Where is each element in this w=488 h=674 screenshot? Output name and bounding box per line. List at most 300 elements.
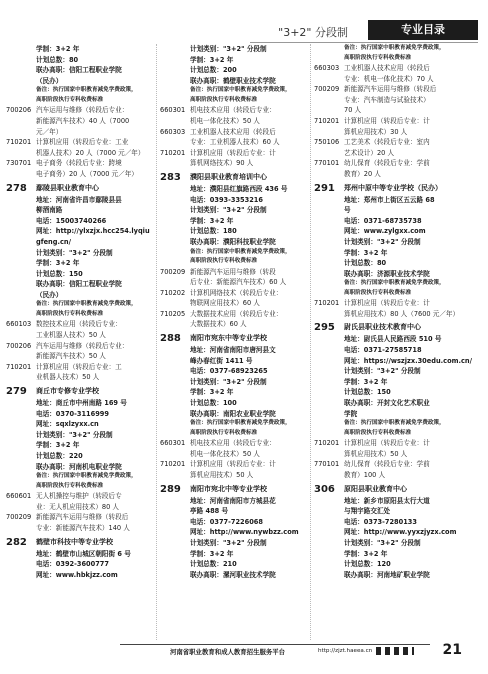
note-line [6,482,156,492]
indent [160,44,190,55]
info-text: 联办高职：漯河职业技术学院 [190,570,276,579]
info-line [314,356,482,367]
indent [6,76,36,87]
major-line [314,105,482,116]
school-number: 289 [160,483,181,495]
info-text: 地址：濮阳县红旗路西段 436 号 [190,184,288,193]
major-code [6,372,36,383]
indent [160,419,190,429]
indent [314,366,344,377]
info-line [6,409,156,420]
major-line [314,84,482,95]
note-text: 高职阶段执行专科收费标准 [344,429,412,436]
major-code [160,298,190,309]
school-number: 282 [6,536,27,548]
school-entry-header [6,385,156,398]
major-text: 业机器人技术）50 人 [36,373,100,382]
major-code: 730701 [6,159,32,168]
major-code [6,351,36,362]
indent [314,398,344,409]
major-text: 算机应用技术）80 人（7600 元／年） [344,309,460,318]
school-entry-header [160,171,310,184]
info-line [6,237,156,248]
info-line [314,377,482,388]
major-code [6,116,36,127]
indent [160,409,190,420]
info-text: 学制：3+2 年 [190,55,234,64]
indent [314,226,344,237]
info-line [160,366,310,377]
indent [160,76,190,87]
note-line [6,472,156,482]
page-number: 21 [442,642,462,658]
info-text: 学制：3+2 年 [190,549,234,558]
info-line [160,356,310,367]
note-line [160,248,310,258]
major-line [314,459,482,470]
indent [314,356,344,367]
info-line [314,559,482,570]
major-line [6,372,156,383]
major-code: 700209 [160,267,186,276]
indent [6,419,36,430]
info-line [314,517,482,528]
school-name: 商丘市专修专业学校 [36,387,99,396]
major-line [314,95,482,106]
column-2 [160,44,310,580]
major-code [160,319,190,330]
indent [6,195,36,206]
note-text: 高职阶段执行专科收费标准 [36,310,104,317]
school-number: 283 [160,171,181,183]
info-line [160,387,310,398]
info-text: 计划总数：210 [190,560,237,569]
indent [314,44,344,54]
indent [6,226,36,237]
info-line [314,205,482,216]
indent [6,269,36,280]
info-line [160,44,310,55]
school-name: 郑州中原中等专业学校（民办） [344,183,442,192]
info-line [314,248,482,259]
indent [160,216,190,227]
info-line [6,269,156,280]
info-text: 计划总数：220 [36,452,83,460]
info-line [314,258,482,269]
info-line [160,216,310,227]
info-text: 学制：3+2 年 [344,248,388,257]
info-line [160,65,310,76]
major-line [314,148,482,159]
school-entry-header [314,182,482,195]
info-line [314,570,482,581]
major-line [6,127,156,138]
major-line [6,362,156,373]
school-entry-header [160,332,310,345]
info-text: 联办高职：河南地矿职业学院 [344,570,430,579]
major-text: 大数据技术应用（转段后专业： [190,309,283,318]
major-text: 计算机网络技术（转段后专业： [190,288,283,297]
info-line [160,226,310,237]
indent [160,517,190,528]
info-line [314,496,482,507]
school-number: 288 [160,333,181,345]
column-divider [156,44,157,640]
info-line [314,366,482,377]
major-text: 电子商务（转段后专业：跨境 [36,159,122,168]
info-line [6,248,156,259]
major-line [160,470,310,481]
note-text: 高职阶段执行专科收费标准 [190,96,258,103]
indent [6,570,36,581]
indent [160,195,190,206]
indent [160,559,190,570]
info-line [314,506,482,517]
info-text: 计划总数：80 [344,259,387,268]
major-line [314,158,482,169]
major-code [160,277,190,288]
major-line [6,523,156,534]
indent [314,377,344,388]
note-line [6,300,156,310]
major-code: 660301 [160,439,186,448]
school-name: 南阳市宛北中等专业学校 [190,484,267,493]
major-text: 大数据技术）60 人 [190,320,247,329]
info-text: 学制：3+2 年 [190,216,234,225]
info-line [160,517,310,528]
info-text: 计划类别："3+2" 分段制 [344,538,421,547]
major-line [314,309,482,320]
indent [160,356,190,367]
indent [314,506,344,517]
info-line [6,419,156,430]
major-code [314,95,344,106]
indent [6,559,36,570]
school-number: 278 [6,182,27,194]
info-text: 电话：0377-68923265 [190,367,268,376]
info-text: 计划总数：150 [36,269,83,278]
indent [314,496,344,507]
school-name: 原阳县职业教育中心 [344,484,407,493]
indent [314,559,344,570]
indent [314,258,344,269]
info-line [160,237,310,248]
info-text: 计划总数：150 [344,388,391,397]
major-text: 无人机操控与维护（转段后专 [36,492,122,501]
info-text: 计划总数：180 [190,227,237,236]
info-line [314,549,482,560]
info-text: 学制：3+2 年 [36,441,80,450]
info-text: 联办高职：鹤壁职业技术学院 [190,76,276,85]
indent [314,334,344,345]
indent [6,96,36,106]
info-text: 地址：河南省南阳市方城县花 [190,496,276,505]
school-name: 鄢陵县职业教育中心 [36,183,99,192]
info-line [6,65,156,76]
indent [160,184,190,195]
note-line [314,54,482,64]
indent [160,257,190,267]
major-text: 幼儿保育（转段后专业：学前 [344,460,430,469]
info-text: 联办高职：南阳农业职业学院 [190,409,276,418]
indent [314,517,344,528]
major-text: 元／年） [36,127,63,136]
info-line [6,44,156,55]
major-line [160,277,310,288]
info-line [160,559,310,570]
major-line [6,502,156,513]
indent [160,96,190,106]
major-code: 700206 [6,341,32,350]
info-text: 学制：3+2 年 [190,388,234,397]
info-text: 地址：尉氏县人民路西段 510 号 [344,335,442,344]
indent [6,472,36,482]
info-text: 网址：http://www.nywbzz.com [190,528,299,537]
indent [160,398,190,409]
indent [160,226,190,237]
major-text: 机电一体化技术）50 人 [190,449,260,458]
indent [160,366,190,377]
note-text: 备注：执行国家中职教育减免学费政策， [344,280,445,287]
indent [6,248,36,259]
info-text: 号 [344,206,351,215]
major-code [314,127,344,138]
indent [6,482,36,492]
indent [314,279,344,289]
major-line [6,148,156,159]
info-text: 地址：郑州市上街区五云路 68 [344,195,435,204]
major-text: 幼儿保育（转段后专业：学前 [344,159,430,168]
major-code [6,502,36,513]
major-code: 660103 [6,320,32,329]
major-code: 710201 [314,299,340,308]
indent [6,451,36,462]
major-line [6,169,156,180]
info-text: （民办） [36,76,63,85]
info-text: 计划类别："3+2" 分段制 [190,45,267,53]
info-line [314,216,482,227]
note-text: 备注：执行国家中职教育减免学费政策， [190,248,291,255]
major-line [160,438,310,449]
school-entry-header [314,483,482,496]
major-text: 机器人技术）20 人（7000 元／年） [36,148,145,157]
major-text: 算机网络技术）90 人 [190,159,254,168]
info-text: 学制：3+2 年 [344,377,388,386]
major-text: 艺术设计）20 人 [344,148,395,157]
major-text: 电子商务）20 人（7000 元／年） [36,169,138,178]
footer-url[interactable]: http://zjzt.haeea.cn [318,648,373,654]
major-text: 计算机应用（转段后专业：计 [190,148,276,157]
major-code [6,169,36,180]
major-text: 新能源汽车运用与维修（转段后 [36,513,129,522]
indent [314,54,344,64]
info-line [314,237,482,248]
note-line [160,96,310,106]
info-text: 峰办春红街 1411 号 [190,356,253,365]
indent [314,549,344,560]
info-text: 网址：http://ylxzjx.hcc254.lyqiu [36,227,150,236]
info-text: 学院 [344,409,358,418]
major-line [160,298,310,309]
major-line [6,491,156,502]
major-text: 专业：汽车制造与试验技术） [344,95,430,104]
info-line [6,451,156,462]
info-text: 计划类别："3+2" 分段制 [190,538,267,547]
info-text: 电话：15003740266 [36,216,107,225]
major-code: 770101 [314,159,340,168]
info-line [6,55,156,66]
major-line [314,298,482,309]
major-code [160,137,190,148]
major-code [314,169,344,180]
info-line [6,462,156,473]
info-text: 地址：新乡市原阳县太行大道 [344,496,430,505]
major-line [314,74,482,85]
major-code [314,105,344,116]
info-text: 联办高职：信阳工程职业学院 [36,66,122,75]
info-text: 计划总数：120 [344,560,391,569]
info-text: 电话：0377-7226068 [190,517,263,526]
indent [6,44,36,55]
major-line [314,470,482,481]
note-text: 高职阶段执行专科收费标准 [190,258,258,264]
info-text: 计划类别："3+2" 分段制 [36,430,113,439]
major-code: 700206 [6,106,32,115]
info-text: 网址：www.zylgxx.com [344,227,426,236]
major-text: 算机应用技术）50 人 [344,449,408,458]
info-line [314,538,482,549]
info-text: 电话：0371-68735738 [344,216,422,225]
major-code [314,74,344,85]
major-code [6,127,36,138]
info-text: 网址：sqxlzyxx.cn [36,420,99,429]
major-code: 660301 [160,106,186,115]
school-number: 295 [314,322,335,334]
indent [6,440,36,451]
school-name: 濮阳县职业教育培训中心 [190,172,267,181]
major-line [160,127,310,138]
indent [314,419,344,429]
major-code: 710201 [160,460,186,469]
major-line [160,449,310,460]
info-text: 联办高职：信阳工程职业学院 [36,280,122,289]
indent [6,216,36,227]
info-text: 网址：http://www.yyxzjyzx.com [344,528,457,537]
major-line [314,116,482,127]
major-code: 700209 [6,513,32,522]
info-text: 计划总数：100 [190,399,237,408]
school-name: 鹤壁市科技中等专业学校 [36,537,113,546]
major-line [314,438,482,449]
major-line [314,127,482,138]
info-text: 地址：商丘市中州南路 169 号 [36,399,127,408]
major-text: 机电技术应用（转段后专业： [190,106,276,115]
major-code [314,449,344,460]
info-text: 与翔宇路交汇处 [344,507,391,516]
note-text: 备注：执行国家中职教育减免学费政策， [344,45,445,51]
info-line [314,398,482,409]
info-line [6,398,156,409]
info-line [160,205,310,216]
section-tab: 专业目录 [368,20,478,40]
major-code: 710201 [6,362,32,371]
major-line [314,169,482,180]
indent [160,205,190,216]
note-text: 备注：执行国家中职教育减免学费政策， [36,301,137,308]
info-text: 网址：www.hbkjzz.com [36,570,118,579]
note-line [314,289,482,299]
info-text: 计划总数：200 [190,66,237,75]
info-text: 计划类别："3+2" 分段制 [190,377,267,386]
indent [160,377,190,388]
info-text: 网址：https://wszjzx.30edu.com.cn/ [344,356,472,365]
indent [314,216,344,227]
info-line [160,55,310,66]
indent [6,398,36,409]
major-code [6,148,36,159]
indent [160,345,190,356]
indent [6,205,36,216]
info-line [160,345,310,356]
column-3 [314,44,482,580]
indent [6,258,36,269]
info-text: 学制：3+2 年 [36,45,80,53]
major-text: 70 人 [344,106,362,115]
page-footer [0,640,488,664]
school-entry-header [6,536,156,549]
info-text: 联办高职：濮阳科技职业学院 [190,237,276,246]
major-code: 770101 [314,460,340,469]
info-text: 联办高职：河南机电职业学院 [36,462,122,471]
major-code: 710205 [160,309,186,318]
indent [6,55,36,66]
indent [160,570,190,581]
info-text: 联办高职：济源职业技术学院 [344,269,430,278]
note-text: 高职阶段执行专科收费标准 [36,482,104,489]
info-text: gfeng.cn/ [36,237,71,246]
note-text: 高职阶段执行专科收费标准 [190,429,258,436]
major-text: 新能源汽车技术）40 人（7000 [36,116,130,125]
note-line [160,419,310,429]
note-line [160,429,310,439]
info-line [160,570,310,581]
major-code [160,116,190,127]
note-line [314,429,482,439]
major-line [314,63,482,74]
info-text: 电话：0373-7280133 [344,517,417,526]
major-text: 算机应用技术）30 人 [344,127,408,136]
indent [314,387,344,398]
major-line [160,105,310,116]
info-line [160,538,310,549]
major-text: 工业机器人技术应用（转段后 [344,64,430,72]
major-text: 计算机应用（转段后专业：计 [344,299,430,308]
indent [6,290,36,301]
column-1 [6,44,156,580]
major-line [314,449,482,460]
major-code [160,449,190,460]
info-line [314,345,482,356]
major-text: 工业机器人技术）50 人 [36,331,106,340]
major-code: 660601 [6,492,32,501]
note-line [6,310,156,320]
major-code [314,309,344,320]
info-line [160,496,310,507]
info-text: 计划类别："3+2" 分段制 [190,206,267,215]
info-line [6,226,156,237]
major-text: 教育）100 人 [344,471,386,479]
major-code: 710201 [314,116,340,125]
